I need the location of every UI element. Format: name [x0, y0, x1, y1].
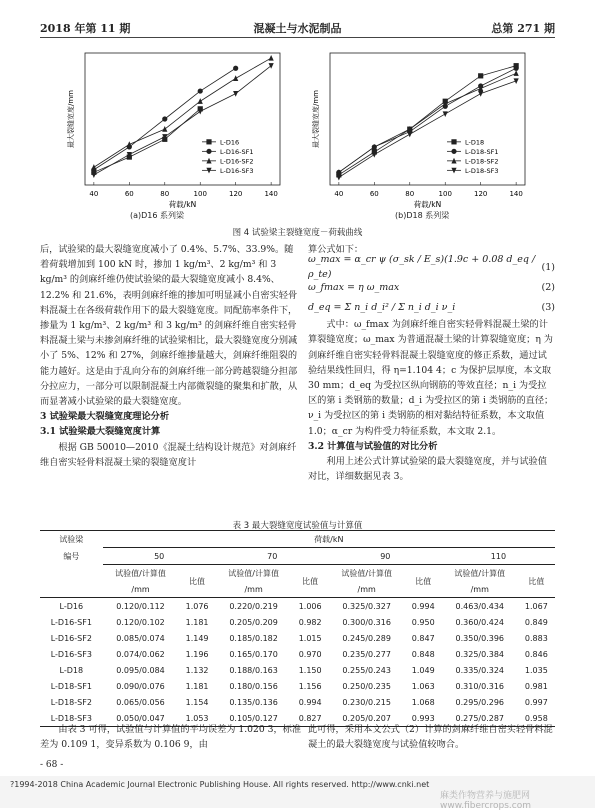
table-sub-header: 试验值/计算值 — [454, 568, 506, 578]
chart-d16 — [55, 45, 295, 225]
table-sub-header: 试验值/计算值 — [228, 568, 279, 578]
symbol-definitions: 式中：ω_fmax 为剑麻纤维自密实轻骨料混凝土梁的计算裂缝宽度；ω_max 为普通混凝土梁的计算裂缝宽度；η 为剑麻纤维自密实轻骨料混凝土裂缝宽度的修正系数，通过试验结果线性回归，得 η=1.104 4；c 为保护层厚度，本文取 30 mm；d_eq 为受拉区纵向钢筋的等效直径；n_i 为受拉区的第 i 类钢筋的数量；d_i 为受拉区的第 i 类钢筋的直径；ν_i 为受拉区的第 i 类钢筋的相对黏结特征系数，本文取值 1.0；α_cr 为构件受力特征系数，本文取 2.1。 — [308, 319, 554, 437]
formula-intro: 算公式如下： — [308, 244, 364, 255]
table-cell: 0.350/0.396 — [455, 633, 504, 643]
table-row — [40, 678, 555, 694]
table-caption: 表 3 最大裂缝宽度试验值与计算值 — [232, 521, 363, 531]
header-rule — [40, 37, 555, 38]
table-sub-header: 试验值/计算值 — [115, 568, 166, 578]
table-cell: 0.300/0.316 — [342, 617, 391, 627]
table-cell: 1.063 — [411, 681, 435, 691]
results-table — [40, 530, 555, 727]
left-column — [40, 242, 302, 470]
data-point — [372, 152, 377, 158]
table-row — [40, 614, 555, 630]
table-cell: 1.149 — [185, 633, 209, 643]
data-point — [233, 75, 238, 81]
data-point — [233, 91, 238, 97]
data-point — [451, 149, 456, 154]
table-ratio-header: 比值 — [302, 576, 319, 586]
data-point — [91, 164, 96, 170]
figure-caption: 图 4 试验梁主裂缝宽度－荷载曲线 — [232, 228, 363, 238]
legend-label: L-D18-SF3 — [465, 166, 499, 175]
table-row — [40, 662, 555, 678]
table-cell: 0.120/0.112 — [103, 598, 179, 615]
table-row — [40, 598, 555, 615]
legend-label: L-D16-SF1 — [220, 147, 254, 156]
table-sub-header: 试验值/计算值 — [341, 568, 393, 578]
table-cell: 0.982 — [298, 617, 322, 627]
table-cell: 1.154 — [185, 697, 209, 707]
table-cell-id: L-D16-SF2 — [50, 633, 92, 643]
table-cell: 0.205/0.209 — [229, 617, 278, 627]
table-cell: 0.848 — [411, 649, 435, 659]
table-cell-id: L-D16-SF1 — [50, 617, 92, 627]
x-tick-label: 80 — [405, 190, 415, 198]
data-point — [233, 66, 238, 71]
table-cell: 0.188/0.163 — [229, 665, 278, 675]
data-point — [514, 70, 519, 76]
table-cell: 0.847 — [411, 633, 435, 643]
chart-d18 — [300, 45, 540, 225]
table-ratio-header: 比值 — [528, 576, 545, 586]
table-cell: 0.165/0.170 — [229, 649, 278, 659]
watermark: 麻类作物营养与施肥网 www.fibercrops.com — [440, 791, 531, 811]
table-cell: 0.950 — [411, 617, 435, 627]
table-cell-id: L-D16-SF3 — [50, 649, 92, 659]
table-cell: 0.180/0.156 — [229, 681, 278, 691]
data-point — [206, 139, 211, 144]
table-cell: 1.053 — [178, 710, 215, 727]
table-cell: 0.185/0.182 — [229, 633, 278, 643]
data-point — [407, 132, 412, 138]
table-cell: 1.006 — [292, 598, 329, 615]
table-cell: 1.196 — [185, 649, 209, 659]
table-unit: /mm — [131, 584, 150, 594]
table-cell-id: L-D18 — [59, 665, 84, 675]
table-load-header: 荷载/kN — [103, 531, 555, 548]
table-cell: 1.150 — [298, 665, 322, 675]
table-cell: 0.090/0.076 — [116, 681, 165, 691]
table-cell: 0.846 — [524, 649, 548, 659]
journal-title: 混凝土与水泥制品 — [253, 22, 342, 35]
data-point — [162, 116, 167, 121]
data-point — [269, 55, 274, 61]
table-cell: 1.015 — [298, 633, 322, 643]
table-cell: 1.181 — [185, 681, 209, 691]
panel-a-label: (a)D16 系列梁 — [130, 211, 185, 220]
data-point — [162, 126, 167, 132]
table-row-header: 试验梁 — [40, 531, 103, 548]
table-cell-id: L-D18-SF3 — [40, 710, 103, 727]
equation-1: ω_max = α_cr ψ (σ_sk / E_s)(1.9c + 0.08 d_eq / ρ_te) (1) — [308, 254, 555, 281]
table-cell: 0.463/0.434 — [442, 598, 518, 615]
legend-label: L-D16-SF3 — [220, 166, 254, 175]
data-point — [514, 66, 519, 71]
equation-3: d_eq = Σ n_i d_i² / Σ n_i d_i ν_i (3) — [308, 301, 555, 313]
x-tick-label: 40 — [89, 190, 99, 198]
journal-total-issue: 总第 271 期 — [491, 22, 555, 35]
table-load-50: 50 — [103, 548, 216, 565]
table-unit: /mm — [470, 584, 489, 594]
table-cell: 0.245/0.289 — [342, 633, 391, 643]
table-cell: 0.981 — [524, 681, 548, 691]
table-load-70: 70 — [216, 548, 329, 565]
table-load-110: 110 — [442, 548, 555, 565]
x-tick-label: 140 — [264, 190, 278, 198]
table-cell: 0.325/0.327 — [329, 598, 405, 615]
y-axis-label: 最大裂缝宽度/mm — [312, 90, 320, 148]
x-axis-label: 荷载/kN — [168, 200, 197, 209]
legend-label: L-D18-SF1 — [465, 147, 499, 156]
table-row — [40, 630, 555, 646]
table-cell: 0.255/0.243 — [342, 665, 391, 675]
data-point — [198, 109, 203, 115]
table-cell: 0.065/0.056 — [116, 697, 165, 707]
table-ratio-header: 比值 — [415, 576, 432, 586]
table-cell: 0.849 — [524, 617, 548, 627]
legend-label: L-D18 — [465, 138, 485, 147]
table-cell: 1.181 — [185, 617, 209, 627]
table-cell: 0.220/0.219 — [216, 598, 292, 615]
panel-b-label: (b)D18 系列梁 — [395, 211, 450, 220]
table-cell-id: L-D18-SF2 — [50, 697, 92, 707]
data-point — [198, 88, 203, 93]
table-cell: 0.050/0.047 — [103, 710, 179, 727]
table-cell: 1.035 — [524, 665, 548, 675]
table-cell-id: L-D16 — [40, 598, 103, 615]
y-axis-label: 最大裂缝宽度/mm — [67, 90, 75, 148]
legend-label: L-D18-SF2 — [465, 157, 499, 166]
data-point — [91, 172, 96, 178]
x-tick-label: 60 — [369, 190, 379, 198]
table-cell: 0.230/0.215 — [342, 697, 391, 707]
table-ratio-header: 比值 — [189, 576, 206, 586]
data-point — [478, 73, 483, 78]
table-cell: 1.156 — [298, 681, 322, 691]
table-row — [40, 694, 555, 710]
data-point — [443, 111, 448, 117]
table-cell: 0.360/0.424 — [455, 617, 504, 627]
left-paragraph-end: 根据 GB 50010—2010《混凝土结构设计规范》对剑麻纤维自密实轻骨料混凝土梁的裂缝宽度计 — [40, 441, 297, 468]
equation-2: ω_fmax = η ω_max (2) — [308, 281, 555, 293]
table-load-90: 90 — [329, 548, 442, 565]
data-point — [451, 139, 456, 144]
table-cell: 1.076 — [178, 598, 215, 615]
table-cell: 0.997 — [524, 697, 548, 707]
bottom-right-paragraph: 此可得，采用本文公式（2）计算的剑麻纤维自密实轻骨料混凝土的最大裂缝宽度与试验值较吻合。 — [308, 724, 553, 751]
data-point — [127, 141, 132, 147]
table-cell: 0.074/0.062 — [116, 649, 165, 659]
data-point — [198, 98, 203, 104]
x-tick-label: 100 — [438, 190, 452, 198]
table-cell: 0.993 — [405, 710, 442, 727]
table-cell: 0.295/0.296 — [455, 697, 504, 707]
right-paragraph-end: 利用上述公式计算试验梁的最大裂缝宽度，并与试验值对比，详细数据见表 3。 — [308, 456, 547, 483]
table-cell: 0.135/0.136 — [229, 697, 278, 707]
table-cell: 0.105/0.127 — [216, 710, 292, 727]
table-cell-id: L-D18-SF1 — [50, 681, 92, 691]
section-3-heading: 3 试验梁最大裂缝宽度理论分析 — [40, 411, 170, 423]
table-cell: 0.994 — [298, 697, 322, 707]
x-tick-label: 140 — [509, 190, 523, 198]
journal-issue: 2018 年第 11 期 — [40, 22, 131, 35]
x-tick-label: 120 — [473, 190, 488, 198]
series-line — [94, 109, 200, 172]
x-tick-label: 120 — [228, 190, 243, 198]
table-cell: 0.120/0.102 — [116, 617, 165, 627]
legend-label: L-D16 — [220, 138, 240, 147]
bottom-left-paragraph: 由表 3 可得，试验值与计算值的平均误差为 1.020 3，标准差为 0.109 1，变异系数为 0.106 9，由 — [40, 724, 302, 751]
data-point — [269, 63, 274, 69]
x-tick-label: 100 — [193, 190, 207, 198]
data-point — [478, 91, 483, 97]
table-cell: 0.970 — [298, 649, 322, 659]
table-row-header-2: 编号 — [63, 551, 80, 561]
footer-copyright: ?1994-2018 China Academic Journal Electronic Publishing House. All rights reserved. http://www.cnki.net — [10, 780, 430, 789]
table-unit: /mm — [357, 584, 376, 594]
section-3-1-heading: 3.1 试验梁最大裂缝宽度计算 — [40, 426, 161, 438]
table-cell: 0.250/0.235 — [342, 681, 391, 691]
table-cell: 1.049 — [411, 665, 435, 675]
table-cell: 0.958 — [518, 710, 555, 727]
table-cell: 0.994 — [405, 598, 442, 615]
table-cell: 0.335/0.324 — [455, 665, 504, 675]
x-axis-label: 荷载/kN — [413, 200, 442, 209]
table-cell: 0.827 — [292, 710, 329, 727]
x-tick-label: 80 — [160, 190, 170, 198]
data-point — [206, 149, 211, 154]
table-cell: 1.067 — [518, 598, 555, 615]
x-tick-label: 40 — [334, 190, 344, 198]
x-tick-label: 60 — [124, 190, 134, 198]
table-cell: 0.883 — [524, 633, 548, 643]
table-cell: 1.132 — [185, 665, 209, 675]
table-cell: 1.068 — [411, 697, 435, 707]
table-cell: 0.085/0.074 — [116, 633, 165, 643]
table-cell: 0.205/0.207 — [329, 710, 405, 727]
legend-label: L-D16-SF2 — [220, 157, 254, 166]
section-3-2-heading: 3.2 计算值与试验值的对比分析 — [308, 440, 438, 452]
table-row — [40, 646, 555, 662]
left-paragraph: 后，试验梁的最大裂缝宽度减小了 0.4%、5.7%、33.9%。随着荷载增加到 100 kN 时，掺加 1 kg/m³、2 kg/m³ 和 3 kg/m³ 的剑麻纤维仍使试验梁的最大裂缝宽度减小 8.4%、12.2% 和 21.6%，表明剑麻纤维的掺加可明显减小自密实轻骨料混凝土在各级荷载作用下的最大裂缝宽度。同配筋率条件下，掺量为 1 kg/m³、2 kg/m³ 和 3 kg/m³ 的剑麻纤维自密实轻骨料混凝土梁与未掺剑麻纤维的试验梁相比，最大裂缝宽度分别减小了 5%、12% 和 27%，剑麻纤维掺量越大，剑麻纤维阻裂的能力越好。这是由于乱向分布的剑麻纤维一部分跨越裂缝分担部分拉应力，一部分可以限制混凝土内部微裂缝的聚集和扩散，从而显著减小试验梁的最大裂缝宽度。 — [40, 244, 298, 408]
right-column — [308, 242, 555, 484]
table-cell: 0.310/0.316 — [455, 681, 504, 691]
table-cell: 0.275/0.287 — [442, 710, 518, 727]
data-point — [336, 175, 341, 181]
table-cell: 0.325/0.384 — [455, 649, 504, 659]
table-unit: /mm — [244, 584, 263, 594]
table-cell: 0.095/0.084 — [116, 665, 165, 675]
page-number: - 68 - — [40, 760, 64, 770]
table-cell: 0.235/0.277 — [342, 649, 391, 659]
